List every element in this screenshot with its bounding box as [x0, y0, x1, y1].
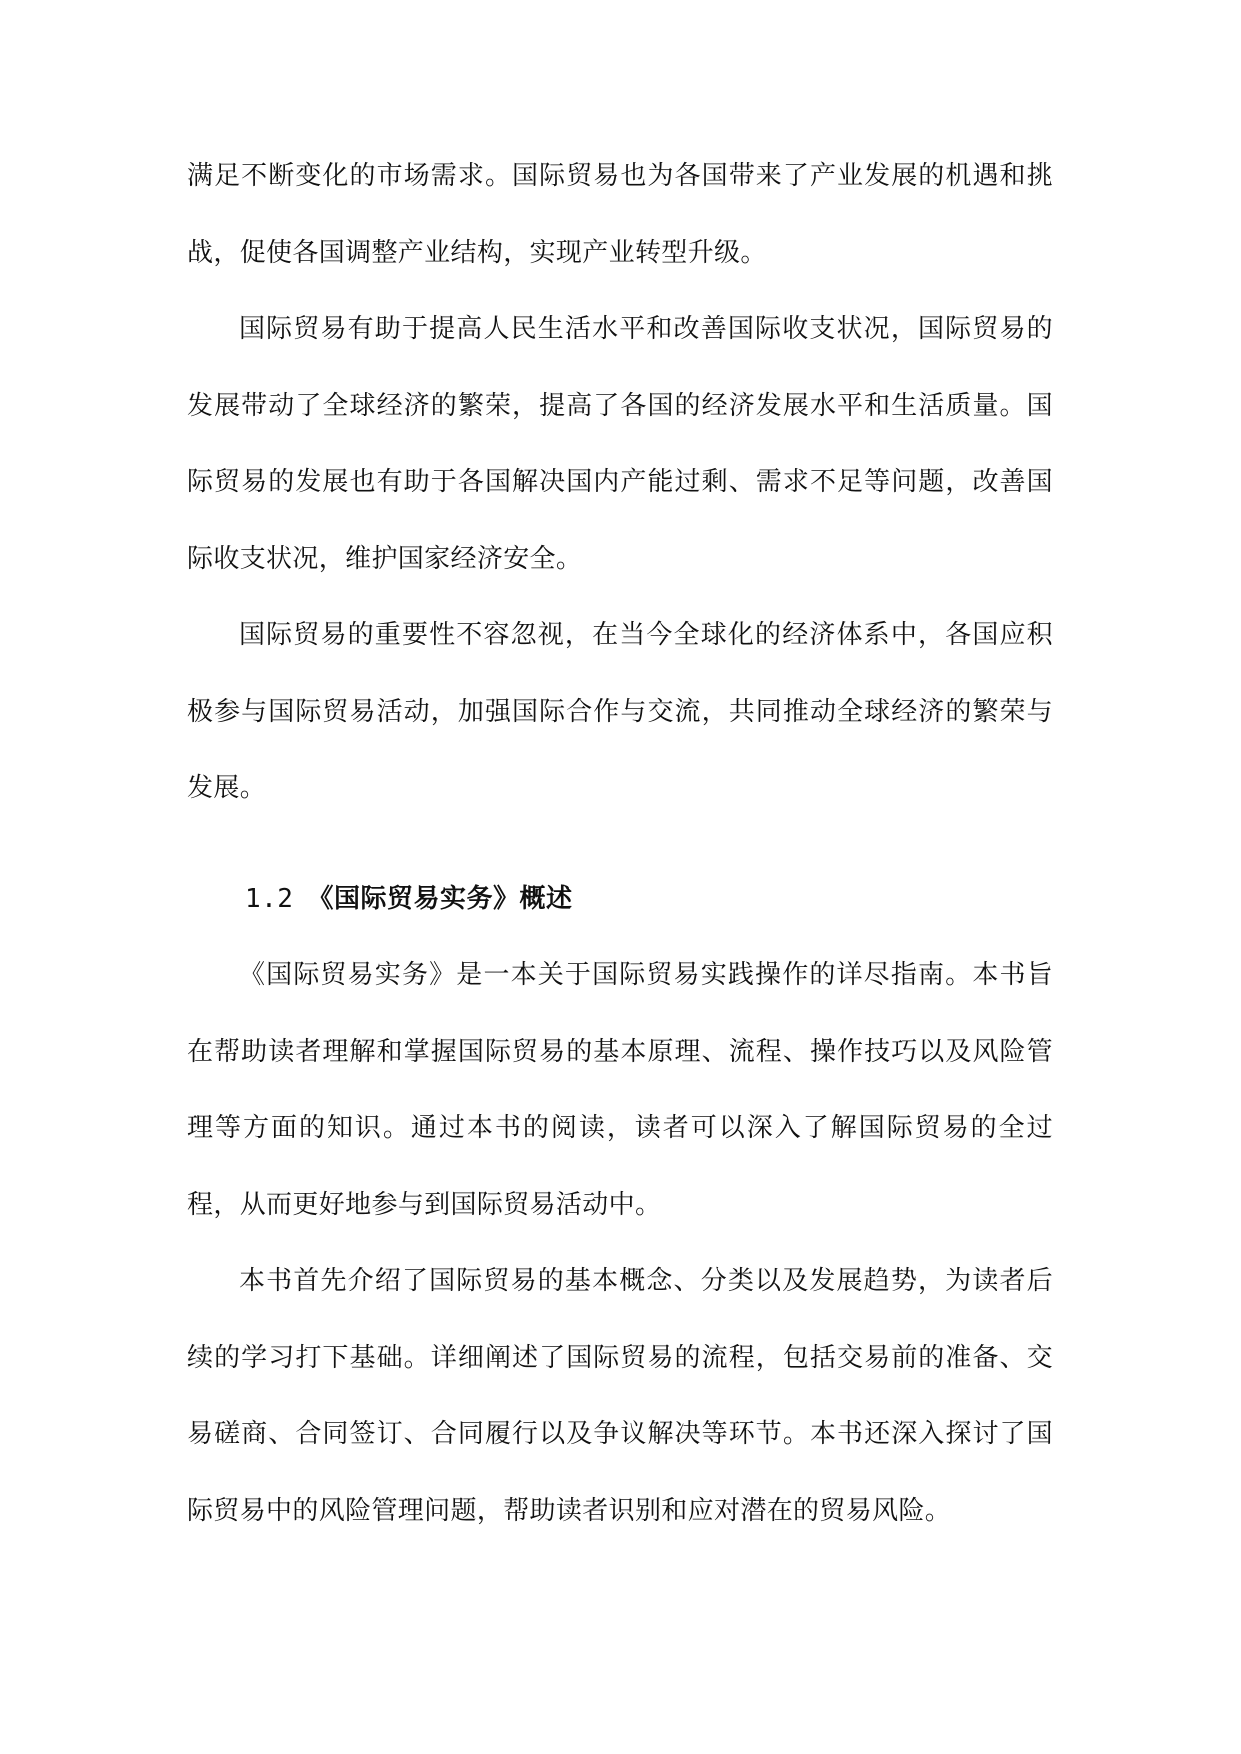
- paragraph: 《国际贸易实务》是一本关于国际贸易实践操作的详尽指南。本书旨在帮助读者理解和掌握国际贸易的基本原理、流程、操作技巧以及风险管理等方面的知识。通过本书的阅读，读者可以深入了解国际贸易的全过程，从而更好地参与到国际贸易活动中。: [187, 960, 1053, 1220]
- section-title: 《国际贸易实务》概述: [307, 883, 573, 914]
- section-number: 1.2: [245, 883, 294, 914]
- section-heading: [187, 861, 1053, 938]
- paragraph: 满足不断变化的市场需求。国际贸易也为各国带来了产业发展的机遇和挑战，促使各国调整产业结构，实现产业转型升级。: [187, 161, 1053, 268]
- paragraph: 国际贸易有助于提高人民生活水平和改善国际收支状况，国际贸易的发展带动了全球经济的繁荣，提高了各国的经济发展水平和生活质量。国际贸易的发展也有助于各国解决国内产能过剩、需求不足等问题，改善国际收支状况，维护国家经济安全。: [187, 314, 1053, 574]
- paragraph: 国际贸易的重要性不容忽视，在当今全球化的经济体系中，各国应积极参与国际贸易活动，加强国际合作与交流，共同推动全球经济的繁荣与发展。: [187, 620, 1053, 803]
- document-page: [187, 138, 1053, 1549]
- paragraph: 本书首先介绍了国际贸易的基本概念、分类以及发展趋势，为读者后续的学习打下基础。详细阐述了国际贸易的流程，包括交易前的准备、交易磋商、合同签订、合同履行以及争议解决等环节。本书还深入探讨了国际贸易中的风险管理问题，帮助读者识别和应对潜在的贸易风险。: [187, 1266, 1053, 1526]
